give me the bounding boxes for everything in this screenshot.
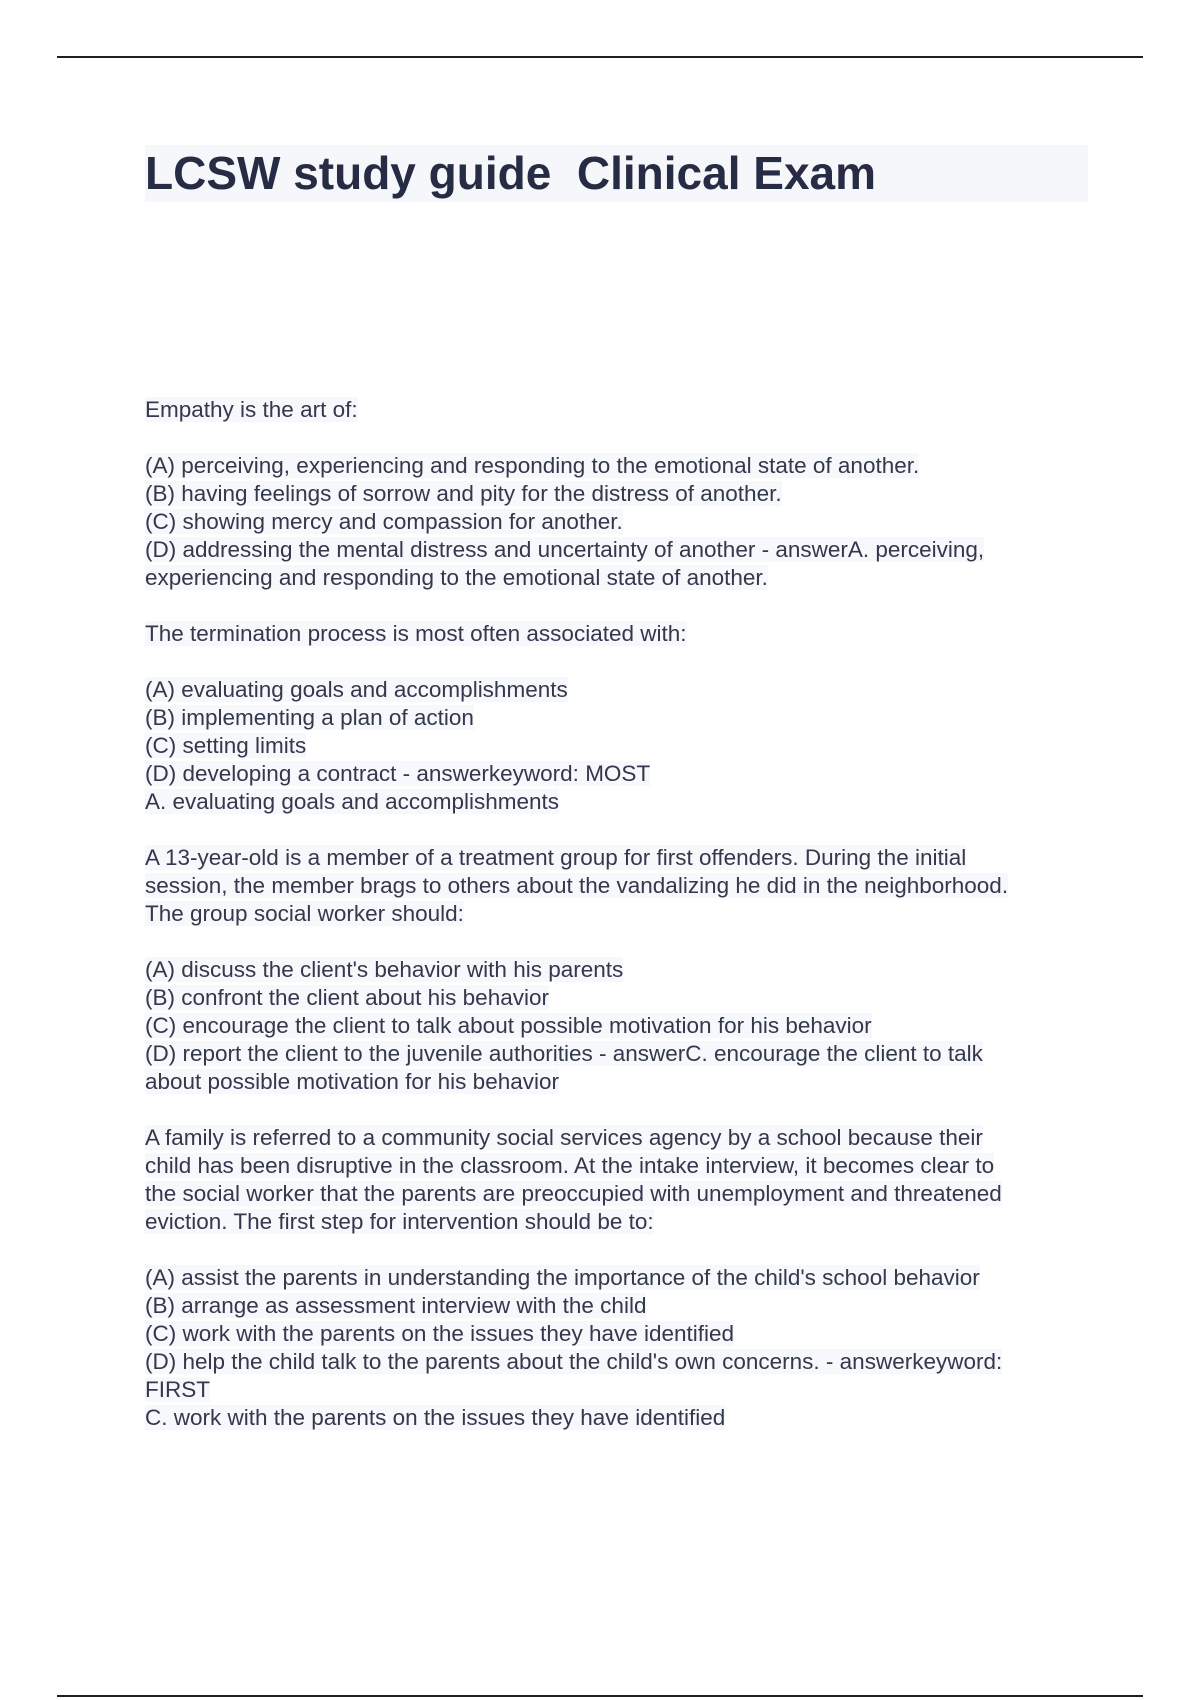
stem-line: the social worker that the parents are preoccupied with unemployment and threatened — [145, 1181, 1002, 1206]
stem-line: The termination process is most often associated with: — [145, 621, 687, 646]
stem-line: A family is referred to a community social services agency by a school because their — [145, 1125, 983, 1150]
answer-options — [145, 452, 1095, 592]
option-line: C. work with the parents on the issues they have identified — [145, 1405, 726, 1430]
question-stem — [145, 396, 1095, 424]
option-line: (D) addressing the mental distress and uncertainty of another - answerA. perceiving, — [145, 537, 985, 562]
option-line: (C) work with the parents on the issues they have identified — [145, 1321, 735, 1346]
answer-options — [145, 676, 1095, 816]
option-line: (B) arrange as assessment interview with the child — [145, 1293, 647, 1318]
option-line: (A) discuss the client's behavior with his parents — [145, 957, 624, 982]
option-line: about possible motivation for his behavior — [145, 1069, 559, 1094]
option-line: (C) showing mercy and compassion for another. — [145, 509, 623, 534]
question-block-4 — [145, 1124, 1095, 1432]
option-line: A. evaluating goals and accomplishments — [145, 789, 559, 814]
question-stem — [145, 1124, 1095, 1236]
document-body — [145, 396, 1095, 1460]
option-line: (C) encourage the client to talk about possible motivation for his behavior — [145, 1013, 872, 1038]
option-line: (B) implementing a plan of action — [145, 705, 474, 730]
option-line: (D) developing a contract - answerkeyword: MOST — [145, 761, 651, 786]
top-rule — [57, 56, 1143, 58]
question-block-2 — [145, 620, 1095, 816]
stem-line: Empathy is the art of: — [145, 397, 358, 422]
answer-options — [145, 956, 1095, 1096]
question-stem — [145, 844, 1095, 928]
question-block-1 — [145, 396, 1095, 592]
option-line: experiencing and responding to the emotional state of another. — [145, 565, 768, 590]
stem-line: A 13-year-old is a member of a treatment group for first offenders. During the initial — [145, 845, 967, 870]
option-line: (D) help the child talk to the parents about the child's own concerns. - answerkeyword: — [145, 1349, 1003, 1374]
stem-line: The group social worker should: — [145, 901, 464, 926]
stem-line: session, the member brags to others about the vandalizing he did in the neighborhood. — [145, 873, 1009, 898]
option-line: (B) having feelings of sorrow and pity for the distress of another. — [145, 481, 782, 506]
option-line: (A) evaluating goals and accomplishments — [145, 677, 568, 702]
question-block-3 — [145, 844, 1095, 1096]
answer-options — [145, 1264, 1095, 1432]
stem-line: child has been disruptive in the classroom. At the intake interview, it becomes clear to — [145, 1153, 995, 1178]
bottom-rule — [57, 1695, 1143, 1697]
option-line: (A) perceiving, experiencing and responding to the emotional state of another. — [145, 453, 920, 478]
option-line: (B) confront the client about his behavior — [145, 985, 549, 1010]
option-line: FIRST — [145, 1377, 210, 1402]
question-stem — [145, 620, 1095, 648]
option-line: (A) assist the parents in understanding the importance of the child's school behavior — [145, 1265, 980, 1290]
option-line: (C) setting limits — [145, 733, 307, 758]
stem-line: eviction. The first step for intervention should be to: — [145, 1209, 654, 1234]
option-line: (D) report the client to the juvenile authorities - answerC. encourage the client to talk — [145, 1041, 983, 1066]
document-title: LCSW study guide Clinical Exam — [145, 147, 877, 199]
